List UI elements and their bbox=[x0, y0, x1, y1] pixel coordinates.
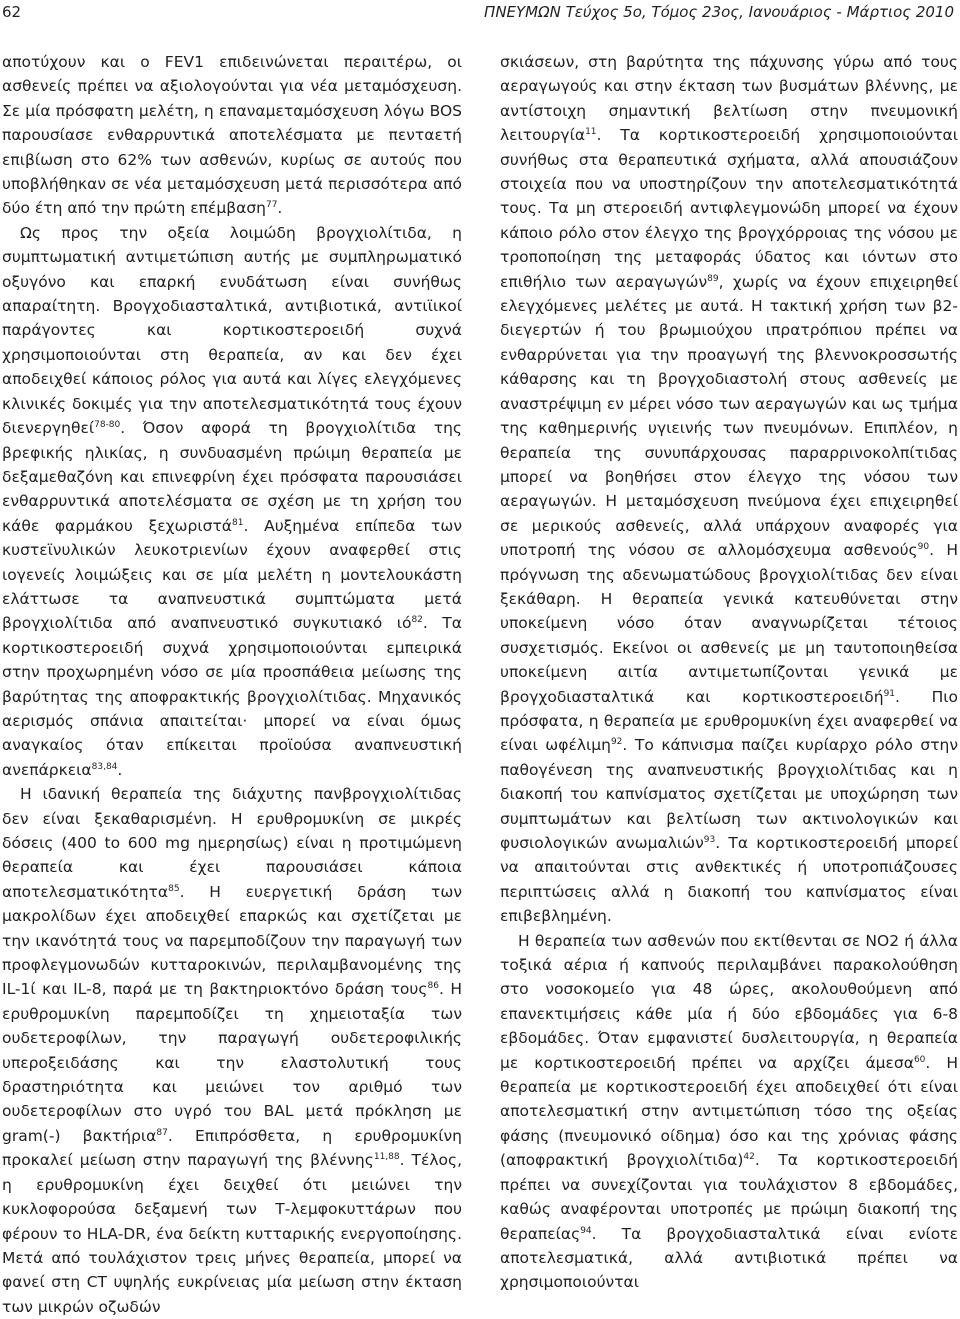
text-run: . Η θεραπεία με κορτικοστεροειδή έχει αποδειχθεί ότι είναι αποτελεσματική στην αντιμετώπιση τόσο της οξείας φάσης (πνευμονικό οίδημα) όσο και της χρόνιας φάσης (αποφρακτική βρογχιολίτιδα) bbox=[500, 1053, 959, 1170]
reference-citation: 93 bbox=[703, 835, 716, 845]
text-run: . Επιπρόσθετα, η ερυθρομυκίνη προκαλεί μείωση στην παραγωγή της βλέννης bbox=[2, 1126, 463, 1170]
body-paragraph bbox=[2, 50, 462, 221]
text-run: . Τα κορτικοστεροειδή μπορεί να απαιτούνται στις ανθεκτικές ή υποτροπιάζουσες περιπτώσεις αλλά η διακοπή του καπνίσματος είναι επιβεβλημένη. bbox=[500, 834, 958, 926]
reference-citation: 11,88 bbox=[373, 1152, 400, 1163]
page-number: 62 bbox=[2, 3, 22, 21]
text-run: . Η ευεργετική δράση των μακρολίδων έχει αποδειχθεί επαρκώς και σχετίζεται με την ικανότητά τους να παρεμποδίζουν την παραγωγή των προφλεγμονωδών κυτταροκινών, περιλαμβανομένης της IL-1ί και IL-8, παρά με τη βακτηριοκτόνο δράση τους bbox=[2, 882, 462, 999]
text-run: . Αυξημένα επίπεδα των κυστεϊνυλικών λευκοτριενίων έχουν αναφερθεί στις ιογενείς λοιμώξεις και σε μία μελέτη η μοντελουκάστη ελάττωσε τα αναπνευστικά συμπτώματα μετά βρογχιολίτιδα από αναπνευστικό συγκυτιακό ιό bbox=[2, 516, 462, 633]
right-text-column bbox=[500, 50, 958, 1295]
journal-running-head: ΠΝΕΥΜΩΝ Τεύχος 5ο, Τόμος 23ος, Ιανουάριος - Μάρτιος 2010 bbox=[484, 3, 954, 21]
text-run: . Το κάπνισμα παίζει κυρίαρχο ρόλο στην παθογένεση της αναπνευστικής βρογχιολίτιδας και η διακοπή του καπνίσματος σχετίζεται με υποχώρηση των συμπτωμάτων και βελτίωση των ακτινολογικών και φυσιολογικών ανωμαλιών bbox=[500, 736, 959, 852]
text-run: Η ιδανική θεραπεία της διάχυτης πανβρογχιολίτιδας δεν είναι ξεκαθαρισμένη. Η ερυθρομυκίνη σε μικρές δόσεις (400 to 600 mg ημερησίως) είναι η προτιμώμενη θεραπεία και έχει παρουσιάσει κάποια αποτελεσματικότητα bbox=[2, 785, 462, 901]
text-run: . Τέλος, η ερυθρομυκίνη έχει δειχθεί ότι μειώνει την κυκλοφορούσα δεξαμενή των Τ-λεμφοκυττάρων που φέρουν το HLA-DR, ένα δείκτη κυτταρικής ενεργοποίησης. Μετά από τουλάχιστον τρεις μήνες θεραπεία, μπορεί να φανεί στη CT υψηλής ευκρίνειας μία μείωση στην έκταση των μικρών οζωδών bbox=[2, 1151, 463, 1316]
text-run: . Η πρόγνωση της αδενωματώδους βρογχιολίτιδας δεν είναι ξεκάθαρη. Η θεραπεία γενικά κατευθύνεται στην υποκείμενη νόσο όταν αναγνωρίζεται τέτοιος συσχετισμός. Εκείνοι οι ασθενείς με μη ταυτοποιηθείσα υποκείμενη αιτία αντιμετωπίζονται γενικά με βρογχοδιασταλτικά και κορτικοστεροειδή bbox=[500, 541, 958, 706]
page-header bbox=[0, 0, 960, 30]
reference-citation: 90 bbox=[917, 542, 930, 553]
reference-citation: 60 bbox=[913, 1054, 926, 1065]
text-run: . bbox=[117, 760, 123, 779]
text-run: . Τα βρογχοδιασταλτικά είναι ενίοτε αποτελεσματικά, αλλά αντιβιοτικά πρέπει να χρησιμοποιούνται bbox=[500, 1224, 958, 1292]
text-run: . bbox=[277, 199, 283, 218]
reference-citation: 91 bbox=[883, 688, 896, 699]
reference-citation: 86 bbox=[427, 981, 439, 992]
text-run: . Τα κορτικοστεροειδή χρησιμοποιούνται συνήθως στα θεραπευτικά σχήματα, αλλά απουσιάζουν στοιχεία που να υποστηρίζουν την αποτελεσματικότητά τους. Τα μη στεροειδή αντιφλεγμονώδη μπορεί να έχουν κάποιο ρόλο στον έλεγχο της βρογχόρροιας της νόσου με τροποποίηση της μεταφοράς ύδατος και ιόντων στο επιθήλιο των αεραγωγών bbox=[500, 126, 958, 291]
text-run: . Όσον αφορά τη βρογχιολίτιδα της βρεφικής ηλικίας, η συνδυασμένη πρώιμη θεραπεία με δεξαμεθαζόνη και επινεφρίνη έχει πρόσφατα παρουσιάσει ενθαρρυντικά αποτελέσματα σε σχέση με τη χρήση του κάθε φαρμάκου ξεχωριστά bbox=[2, 419, 462, 535]
text-run: . Η ερυθρομυκίνη παρεμποδίζει τη χημειοταξία των ουδετεροφίλων, την παραγωγή ουδετεροφιλικής υπεροξειδάσης και την ελαστολυτική τους δραστηριότητα και μειώνει τον αριθμό των ουδετεροφίλων στο υγρό του BAL μετά πρόκληση με gram(-) βακτήρια bbox=[2, 980, 462, 1145]
text-run: , χωρίς να έχουν επιχειρηθεί ελεγχόμενες μελέτες με αυτά. Η τακτική χρήση των β2-διεγερτών ή του βρωμιούχου ιπρατρόπιου πρέπει να ενθαρρύνεται για την προαγωγή της βλεννοκροσσωτής κάθαρσης και τη βρογχοδιαστολή στους ασθενείς με αναστρέψιμη εν μέρει νόσο των αεραγωγών και ως τμήμα της καθημερινής υγιεινής των πνευμόνων. Επιπλέον, η θεραπεία της συνυπάρχουσας παραρρινοκολπίτιδας μπορεί να βοηθήσει στον έλεγχο της νόσου των αεραγωγών. Η μεταμόσχευση πνεύμονα έχει επιχειρηθεί σε μερικούς ασθενείς, αλλά υπάρχουν αναφορές για υποτροπή της νόσου σε αλλομόσχευμα ασθενούς bbox=[500, 272, 958, 560]
body-paragraph bbox=[2, 782, 462, 1319]
text-run: . Πιο πρόσφατα, η θεραπεία με ερυθρομυκίνη έχει αναφερθεί να είναι ωφέλιμη bbox=[500, 687, 958, 755]
reference-citation: 78-80 bbox=[94, 420, 121, 431]
reference-citation: 82 bbox=[411, 615, 423, 626]
text-run: . Τα κορτικοστεροειδή πρέπει να συνεχίζονται για τουλάχιστον 8 εβδομάδες, καθώς αναφέρονται υποτροπές με πρώιμη διακοπή της θεραπείας bbox=[500, 1151, 958, 1243]
reference-citation: 94 bbox=[580, 1225, 592, 1236]
body-paragraph bbox=[2, 221, 462, 782]
body-paragraph bbox=[500, 50, 958, 929]
body-paragraph bbox=[500, 929, 958, 1295]
text-run: Ως προς την οξεία λοιμώδη βρογχιολίτιδα, η συμπτωματική αντιμετώπιση αυτής με συμπληρωματικό οξυγόνο και επαρκή ενυδάτωση είναι συνήθως απαραίτητη. Βρογχοδιασταλτικά, αντιβιοτικά, αντιϊικοί παράγοντες και κορτικοστεροειδή συχνά χρησιμοποιούνται στη θεραπεία, αν και δεν έχει αποδειχθεί κάποιος ρόλος για αυτά και λίγες ελεγχόμενες κλινικές δοκιμές για την αποτελεσματικότητά τους έχουν διενεργηθεί bbox=[2, 223, 462, 438]
reference-citation: 87 bbox=[156, 1127, 168, 1138]
left-text-column bbox=[2, 50, 462, 1319]
text-run: αποτύχουν και ο FEV1 επιδεινώνεται περαιτέρω, οι ασθενείς πρέπει να αξιολογούνται για νέα μεταμόσχευση. Σε μία πρόσφατη μελέτη, η επαναμεταμόσχευση λόγω BOS παρουσίασε ενθαρρυντικά αποτελέσματα με πενταετή επιβίωση στο 62% των ασθενών, κυρίως σε αυτούς που υποβλήθηκαν σε νέα μεταμόσχευση μετά περισσότερα από δύο έτη από την πρώτη επέμβαση bbox=[2, 53, 462, 218]
reference-citation: 42 bbox=[743, 1152, 755, 1163]
reference-citation: 81 bbox=[232, 517, 244, 528]
reference-citation: 85 bbox=[168, 883, 180, 894]
reference-citation: 77 bbox=[265, 200, 278, 211]
text-run: σκιάσεων, στη βαρύτητα της πάχυνσης γύρω από τους αεραγωγούς και στην έκταση των βυσμάτων βλέννης, με αντίστοιχη σημαντική βελτίωση στην πνευμονική λειτουργία bbox=[500, 53, 958, 145]
reference-citation: 83,84 bbox=[91, 761, 118, 772]
text-run: . Τα κορτικοστεροειδή συχνά χρησιμοποιούνται εμπειρικά στην προχωρημένη νόσο σε μία προσπάθεια μείωσης της βαρύτητας της αποφρακτικής βρογχιολίτιδας. Μηχανικός αερισμός σπάνια απαιτείται· μπορεί να είναι όμως αναγκαίος όταν επίκειται προϊούσα αναπνευστική ανεπάρκεια bbox=[2, 614, 462, 779]
reference-citation: 89 bbox=[707, 273, 719, 284]
text-run: Η θεραπεία των ασθενών που εκτίθενται σε NO2 ή άλλα τοξικά αέρια ή καπνούς περιλαμβάνει παρακολούθηση στο νοσοκομείο για 48 ώρες, ακολουθούμενη από επανεκτιμήσεις κάθε μία ή δύο εβδομάδες για 6-8 εβδομάδες. Όταν εμφανιστεί δυσλειτουργία, η θεραπεία με κορτικοστεροειδή πρέπει να αρχίζει άμεσα bbox=[500, 931, 958, 1072]
reference-citation: 11 bbox=[585, 127, 597, 138]
reference-citation: 92 bbox=[610, 737, 623, 748]
